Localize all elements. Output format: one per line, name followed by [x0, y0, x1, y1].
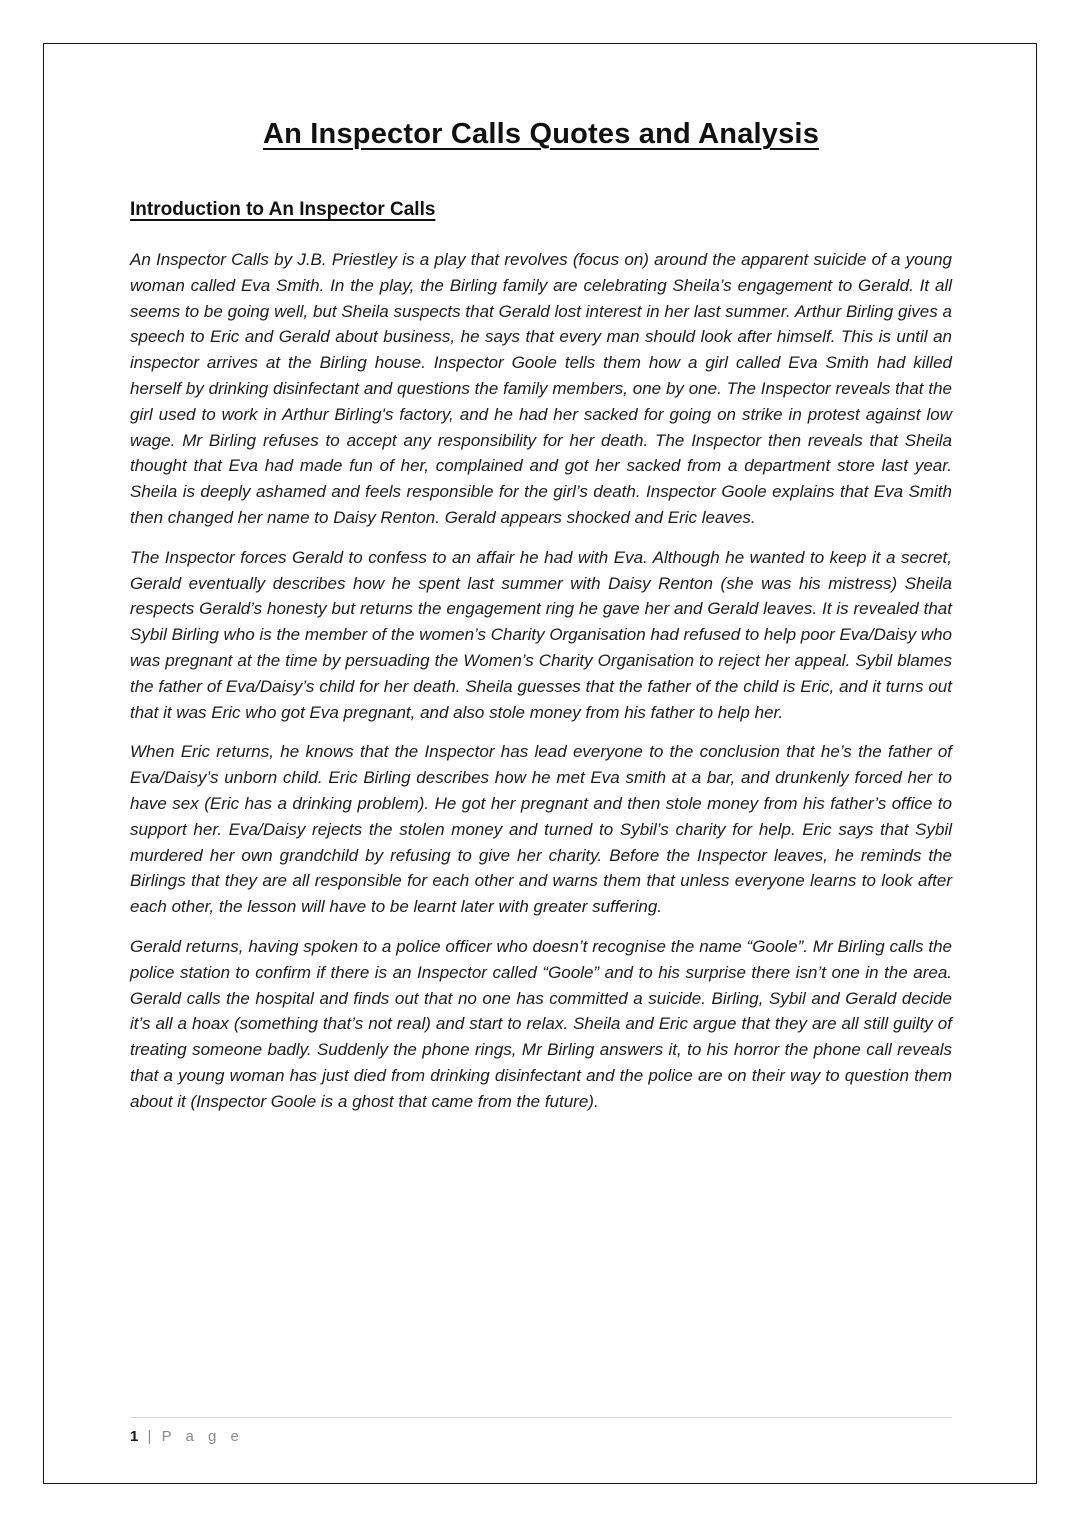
document-title: An Inspector Calls Quotes and Analysis	[262, 118, 820, 150]
footer-page-label: P a g e	[161, 1428, 244, 1445]
intro-paragraph-2: The Inspector forces Gerald to confess to an affair he had with Eva. Although he wanted to keep it a secret, Gerald eventually describes how he spent last summer with Daisy Renton (she was his mistress) Sheila respects Gerald’s honesty but returns the engagement ring he gave her and Gerald leaves. It is revealed that Sybil Birling who is the member of the women’s Charity Organisation had refused to help poor Eva/Daisy who was pregnant at the time by persuading the Women’s Charity Organisation to reject her appeal. Sybil blames the father of Eva/Daisy’s child for her death. Sheila guesses that the father of the child is Eric, and it turns out that it was Eric who got Eva pregnant, and also stole money from his father to help her.	[130, 547, 952, 722]
intro-paragraph-4: Gerald returns, having spoken to a police officer who doesn’t recognise the name “Goole”. Mr Birling calls the police station to confirm if there is an Inspector called “Goole” and to his surprise there isn’t one in the area. Gerald calls the hospital and finds out that no one has committed a suicide. Birling, Sybil and Gerald decide it’s all a hoax (something that’s not real) and start to relax. Sheila and Eric argue that they are all still guilty of treating someone badly. Suddenly the phone rings, Mr Birling answers it, to his horror the phone call reveals that a young woman has just died from drinking disinfectant and the police are on their way to question them about it (Inspector Goole is a ghost that came from the future).	[130, 936, 952, 1111]
intro-paragraph-1: An Inspector Calls by J.B. Priestley is a play that revolves (focus on) around the apparent suicide of a young woman called Eva Smith. In the play, the Birling family are celebrating Sheila’s engagement to Gerald. It all seems to be going well, but Sheila suspects that Gerald lost interest in her last summer. Arthur Birling gives a speech to Eric and Gerald about business, he says that every man should look after himself. This is until an inspector arrives at the Birling house. Inspector Goole tells them how a girl called Eva Smith had killed herself by drinking disinfectant and questions the family members, one by one. The Inspector reveals that the girl used to work in Arthur Birling's factory, and he had her sacked for going on strike in protest against low wage. Mr Birling refuses to accept any responsibility for her death. The Inspector then reveals that Sheila thought that Eva had made fun of her, complained and got her sacked from a department store last year. Sheila is deeply ashamed and feels responsible for the girl’s death. Inspector Goole explains that Eva Smith then changed her name to Daisy Renton. Gerald appears shocked and Eric leaves.	[130, 250, 952, 527]
footer-page-number: 1	[130, 1428, 139, 1445]
page-footer	[130, 1417, 952, 1445]
footer-separator: |	[147, 1428, 153, 1445]
intro-paragraph-3: When Eric returns, he knows that the Inspector has lead everyone to the conclusion that he’s the father of Eva/Daisy’s unborn child. Eric Birling describes how he met Eva smith at a bar, and drunkenly forced her to have sex (Eric has a drinking problem). He got her pregnant and then stole money from his father’s office to support her. Eva/Daisy rejects the stolen money and turned to Sybil’s charity for help. Eric says that Sybil murdered her own grandchild by refusing to give her charity. Before the Inspector leaves, he reminds the Birlings that they are all responsible for each other and warns them that unless everyone learns to look after each other, the lesson will have to be learnt later with greater suffering.	[130, 742, 952, 917]
section-heading-introduction: Introduction to An Inspector Calls	[130, 199, 436, 220]
document-content	[130, 118, 952, 1129]
footer-divider	[130, 1417, 952, 1418]
footer-text	[130, 1428, 952, 1445]
